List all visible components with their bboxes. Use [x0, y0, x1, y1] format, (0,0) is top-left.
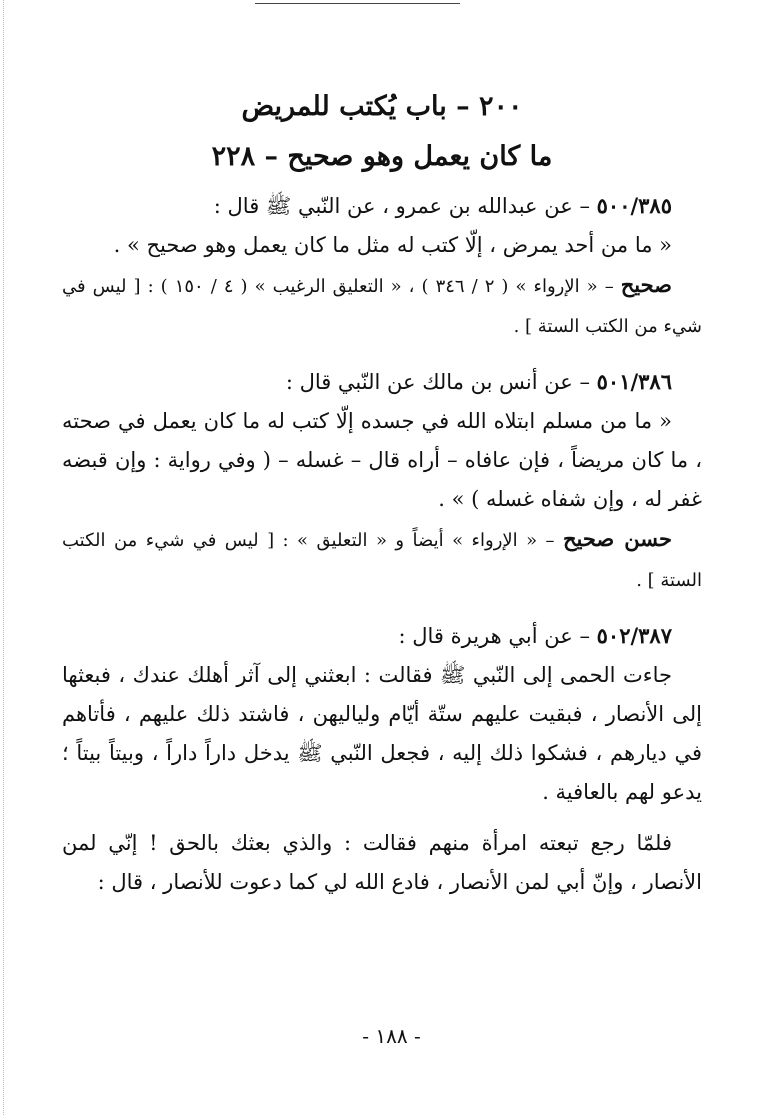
hadith-1-number: ٥٠٠/٣٨٥ — [596, 193, 672, 218]
hadith-3-paragraph-1: جاءت الحمى إلى النّبي ﷺ فقالت : ابعثني إلى آثر أهلك عندك ، فبعثها إلى الأنصار ، فبقيت عليهم ستّة أيّام ولياليهن ، فاشتد ذلك عليهم ، فأتاهم في ديارهم ، فشكوا ذلك إليه ، فجعل النّبي ﷺ يدخل داراً داراً ، وبيتاً بيتاً ؛ يدعو لهم بالعافية . — [62, 663, 702, 804]
hadith-3-narrator: – عن أبي هريرة قال : — [398, 624, 597, 648]
hadith-1-narrator: – عن عبدالله بن عمرو ، عن النّبي ﷺ قال : — [213, 194, 597, 218]
hadith-1-intro — [62, 186, 702, 226]
chapter-title-line1: ٢٠٠ – باب يُكتب للمريض — [241, 91, 523, 122]
hadith-2-narrator: – عن أنس بن مالك عن النّبي قال : — [285, 370, 597, 394]
top-rule — [255, 3, 460, 4]
hadith-1-text: « ما من أحد يمرض ، إلّا كتب له مثل ما كان يعمل وهو صحيح » . — [113, 233, 672, 257]
hadith-2-grading-note: – « الإرواء » أيضاً و « التعليق » : [ ليس في شيء من الكتب الستة ] . — [62, 530, 702, 591]
hadith-2-text: « ما من مسلم ابتلاه الله في جسده إلّا كتب له ما كان يعمل في صحته ، ما كان مريضاً ، فإن عافاه – أراه قال – غسله – ( وفي رواية : وإن قبضه غفر له ، وإن شفاه غسله ) » . — [62, 409, 702, 511]
hadith-2-grade: حسن صحيح — [562, 526, 672, 551]
chapter-title-line2: ما كان يعمل وهو صحيح – ٢٢٨ — [211, 141, 553, 172]
hadith-1-grade: صحيح — [620, 272, 672, 297]
hadith-2-number: ٥٠١/٣٨٦ — [596, 369, 672, 394]
hadith-2-grading — [62, 519, 702, 600]
page-edge — [3, 0, 4, 1115]
hadith-2-intro — [62, 362, 702, 402]
page-body — [62, 82, 702, 902]
page-number: - ١٨٨ - — [362, 1024, 421, 1048]
hadith-1-grading-note: – « الإرواء » ( ٢ / ٣٤٦ ) ، « التعليق الرغيب » ( ٤ / ١٥٠ ) : [ ليس في شيء من الكتب الستة ] . — [62, 276, 702, 337]
hadith-3-intro — [62, 616, 702, 656]
hadith-3-paragraph-2: فلمّا رجع تبعته امرأة منهم فقالت : والذي بعثك بالحق ! إنّي لمن الأنصار ، وإنّ أبي لمن الأنصار ، فادع الله لي كما دعوت للأنصار ، قال : — [62, 831, 702, 894]
hadith-3-number: ٥٠٢/٣٨٧ — [596, 623, 672, 648]
hadith-1-grading — [62, 265, 702, 346]
